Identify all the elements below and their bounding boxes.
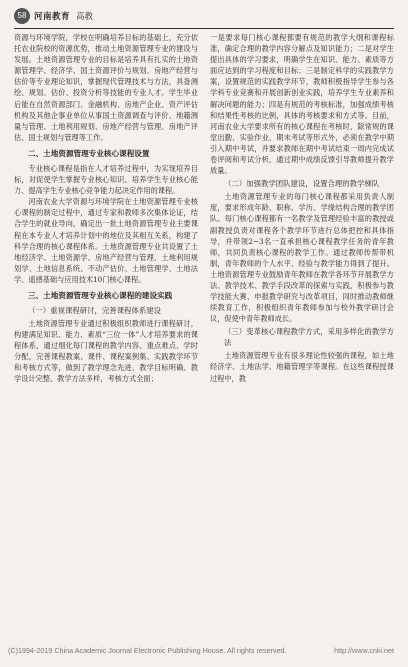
paragraph: 土地资源管理专业通过积极组织教师进行课程研讨，构建满足知识、能力、素质“三位一体”人才培养要求的课程体系，通过细化每门课程的教学内容、重点难点、学时分配，完善课程教案、课件、课程案例集、实践教学环节和考核方式等，做到了教学理念先进、教学目标明确、教学设计完整、教学方法多样，考核方式全面； (14, 318, 198, 384)
left-text-column (14, 32, 198, 385)
paragraph: 资源与环境学院，学校在明确培养目标的基础上，充分依托农业院校的资源优势，推动土地资源管理专业的建设与发展。土地资源管理专业的目标是培养具有扎实的土地资源管理学、经济学、国土资源评价与规划、房地产经营与估价等专业理论知识，掌握现代管理技术与方法，具备测绘、规划、估价、投资分析等技能的专业人才。学生毕业后能在自然资源部门、金融机构、房地产企业、资产评估机构及其他企事业单位从事国土资源调查与评价、地籍测量与管理、土地利用规划、房地产经营与管理、房地产评估、国土规划与管理等工作。 (14, 33, 198, 142)
page-number-badge: 58 (14, 8, 30, 24)
right-text-column (210, 32, 394, 384)
copyright-notice: (C)1994-2019 China Academic Journal Electronic Publishing House. All rights reserved. (8, 646, 287, 655)
subsection-heading: （一）重视课程研讨，完善课程体系建设 (28, 305, 162, 315)
paragraph: 土地资源管理专业有很多理论性较强的课程，如土地经济学、土地法学、地籍管理学等课程。在这些课程授课过程中，教 (210, 351, 394, 383)
subsection-heading: （二）加强教学团队建设，设置合理的教学梯队 (224, 179, 380, 189)
paragraph: 土地资源管理专业的每门核心课程都采用负责人制度，要求形成年龄、职称、学历、学缘结构合理的教学团队。每门核心课程都有一名教学及管理经验丰富的教授或副教授负责对课程各个教学环节进行总体把控和具体指导，并带领2~3名一直承担核心课程教学任务的青年教师，共同负责核心课程的教学工作。通过教师传帮带机制，青年教师的个人水平、经验与教学能力得到了提升。土地资源管理专业鼓励青年教师在教学各环节开展教学方法、教学技术、教学手段改革的探索与实践，积极参与教学技能大赛、申报教学研究与改革项目，同时推动教师继续教育工作，积极组织青年教师参加与校外教学研讨会议，促使中青年教师成长。 (210, 192, 394, 324)
paragraph: 一是要求每门核心课程都要有规范的教学大纲和课程标准，确定合理的教学内容分解点及知识能力；二是对学生提出具体的学习要求，明确学生在知识、能力、素质等方面应达到的学习程度和目标；三是制定科学的实践教学方案，设置规范的实践教学环节，教师积极指导学生参与各学科专业竞赛和开展创新创业实践，培养学生专业素养和解决问题的能力；四是有规范的考核标准，加强成绩考核和结果性考核的比例，具体的考核要求和方式等。目前，河南农业大学要求所有的核心课程在考核时，除常规的课堂出勤、实验作业、期末考试等形式外，必须在教学中期引入期中考试，并要求教师在期中考试结束一周内完成试卷评阅和考试分析，通过期中成绩反馈引导教师提升教学质量。 (210, 33, 394, 176)
publisher-url[interactable]: http://www.cnki.net (334, 646, 394, 655)
journal-title: 河南教育 (34, 11, 71, 21)
paragraph: 河南农业大学资源与环境学院在土地资源管理专业核心课程的制定过程中，通过专家和教师多次集体论证，结合学生的就业导向，确定出一批土地资源管理专业主要课程在本专业人才培养计划中的地位及其相互关系，构建了科学合理的核心课程体系。土地资源管理专业共设置了土地经济学、土地资源学、房地产经营与管理、土地利用规划学、土地信息系统、不动产估价、土地管理学、土地法学、遥感基础与应用技术10门核心课程。 (14, 197, 198, 284)
section-heading: 三、土地资源管理专业核心课程的建设实践 (28, 290, 173, 300)
section-heading: 二、土地资源管理专业核心课程设置 (28, 148, 150, 158)
section-label: 高教 (76, 11, 94, 21)
page-header (14, 6, 394, 29)
subsection-heading: （三）变革核心课程教学方式，采用多样化的教学方法 (224, 327, 394, 348)
paragraph: 专业核心课程是指在人才培养过程中，为实现培养目标，对促使学生掌握专业核心知识、培养学生专业核心能力、提高学生专业核心竞争能力起决定作用的课程。 (14, 163, 198, 196)
